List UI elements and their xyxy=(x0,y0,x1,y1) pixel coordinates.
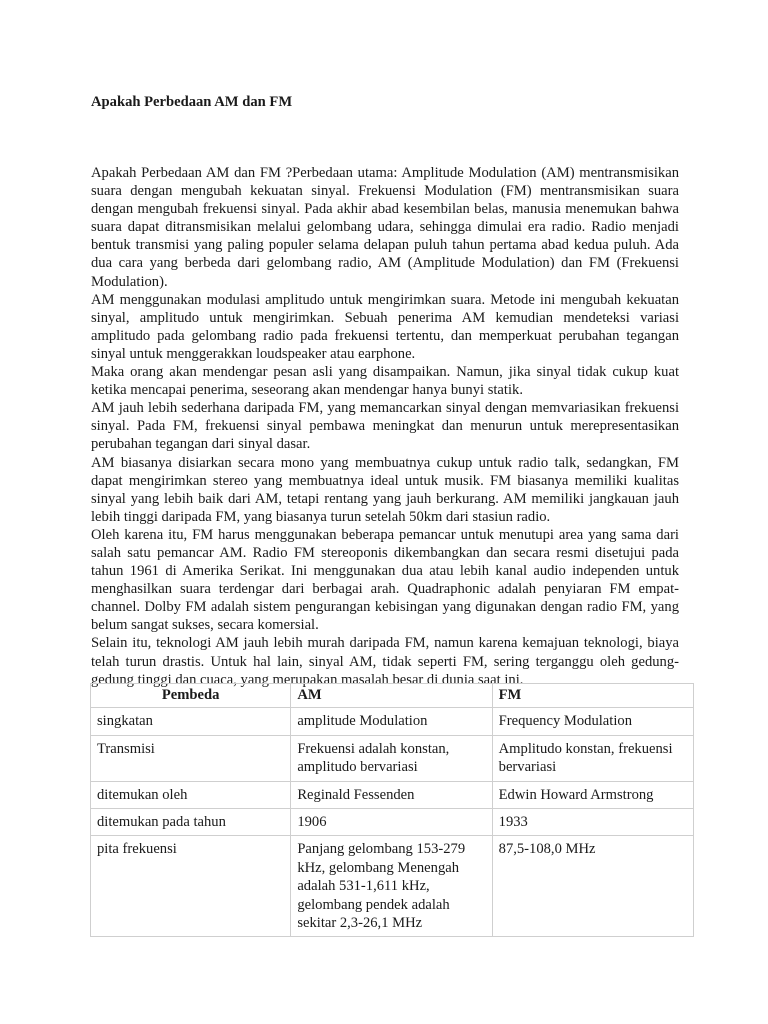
table-cell: ditemukan oleh xyxy=(91,781,291,808)
table-header-row xyxy=(91,684,694,708)
header-cell-pembeda: Pembeda xyxy=(91,684,291,708)
paragraph: AM biasanya disiarkan secara mono yang membuatnya cukup untuk radio talk, sedangkan, FM dapat mengirimkan stereo yang membuatnya ideal untuk musik. FM biasanya memiliki kualitas sinyal yang lebih baik dari AM, tetapi rentang yang jauh berkurang. AM memiliki jangkauan jauh lebih tinggi daripada FM, yang biasanya turun setelah 50km dari stasiun radio. xyxy=(91,454,679,525)
document-title: Apakah Perbedaan AM dan FM xyxy=(91,94,293,110)
comparison-table xyxy=(90,683,694,937)
table-cell: Frekuensi adalah konstan, amplitudo bervariasi xyxy=(291,735,492,781)
paragraph: Apakah Perbedaan AM dan FM ?Perbedaan utama: Amplitude Modulation (AM) mentransmisikan suara dengan mengubah kekuatan sinyal. Frekuensi Modulation (FM) mentransmisikan suara dengan mengubah frekuensi sinyal. Pada akhir abad kesembilan belas, manusia menemukan bahwa suara dapat ditransmisikan melalui gelombang udara, sehingga dimulai era radio. Radio menjadi bentuk transmisi yang paling populer selama delapan puluh tahun pertama abad kedua puluh. Ada dua cara yang berbeda dari gelombang radio, AM (Amplitude Modulation) dan FM (Frekuensi Modulation). xyxy=(91,165,679,290)
table-row xyxy=(91,809,694,836)
table-cell: 1933 xyxy=(492,809,693,836)
paragraph: AM jauh lebih sederhana daripada FM, yang memancarkan sinyal dengan memvariasikan frekuensi sinyal. Pada FM, frekuensi sinyal pembawa meningkat dan menurun untuk merepresentasikan perubahan tegangan dari sinyal dasar. xyxy=(91,400,679,453)
table-cell: Panjang gelombang 153-279 kHz, gelombang Menengah adalah 531-1,611 kHz, gelombang pendek adalah sekitar 2,3-26,1 MHz xyxy=(291,836,492,937)
paragraph: Oleh karena itu, FM harus menggunakan beberapa pemancar untuk menutupi area yang sama dari salah satu pemancar AM. Radio FM stereoponis dikembangkan dan secara resmi disetujui pada tahun 1961 di Amerika Serikat. Ini menggunakan dua atau lebih kanal audio independen untuk menghasilkan suara terdengar dari berbagai arah. Quadraphonic adalah penyiaran FM empat-channel. Dolby FM adalah sistem pengurangan kebisingan yang digunakan dengan radio FM, yang belum sangat sukses, secara komersial. xyxy=(91,526,679,634)
table-cell: Amplitudo konstan, frekuensi bervariasi xyxy=(492,735,693,781)
table-cell: 1906 xyxy=(291,809,492,836)
table-row xyxy=(91,781,694,808)
table-cell: singkatan xyxy=(91,708,291,735)
table-cell: ditemukan pada tahun xyxy=(91,809,291,836)
table-cell: Edwin Howard Armstrong xyxy=(492,781,693,808)
paragraph: Maka orang akan mendengar pesan asli yang disampaikan. Namun, jika sinyal tidak cukup kuat ketika mencapai penerima, seseorang akan mendengar hanya bunyi statik. xyxy=(91,364,679,399)
table-cell: 87,5-108,0 MHz xyxy=(492,836,693,937)
paragraph: AM menggunakan modulasi amplitudo untuk mengirimkan suara. Metode ini mengubah kekuatan sinyal, amplitudo untuk mengirimkan. Sebuah penerima AM kemudian mendeteksi variasi amplitudo pada gelombang radio pada frekuensi tertentu, dan memperkuat perubahan tegangan sinyal untuk menggerakkan loudspeaker atau earphone. xyxy=(91,291,679,362)
header-cell-am: AM xyxy=(291,684,492,708)
table-cell: Frequency Modulation xyxy=(492,708,693,735)
header-cell-fm: FM xyxy=(492,684,693,708)
paragraph: Selain itu, teknologi AM jauh lebih murah daripada FM, namun karena kemajuan teknologi, biaya telah turun drastis. Untuk hal lain, sinyal AM, tidak seperti FM, sering terganggu oleh gedung-gedung tinggi dan cuaca, yang merupakan masalah besar di dunia saat ini. xyxy=(91,635,679,688)
table-row xyxy=(91,735,694,781)
document-body xyxy=(91,164,679,689)
table-cell: Reginald Fessenden xyxy=(291,781,492,808)
table-cell: Transmisi xyxy=(91,735,291,781)
table-cell: pita frekuensi xyxy=(91,836,291,937)
table-row xyxy=(91,836,694,937)
table-cell: amplitude Modulation xyxy=(291,708,492,735)
table-row xyxy=(91,708,694,735)
